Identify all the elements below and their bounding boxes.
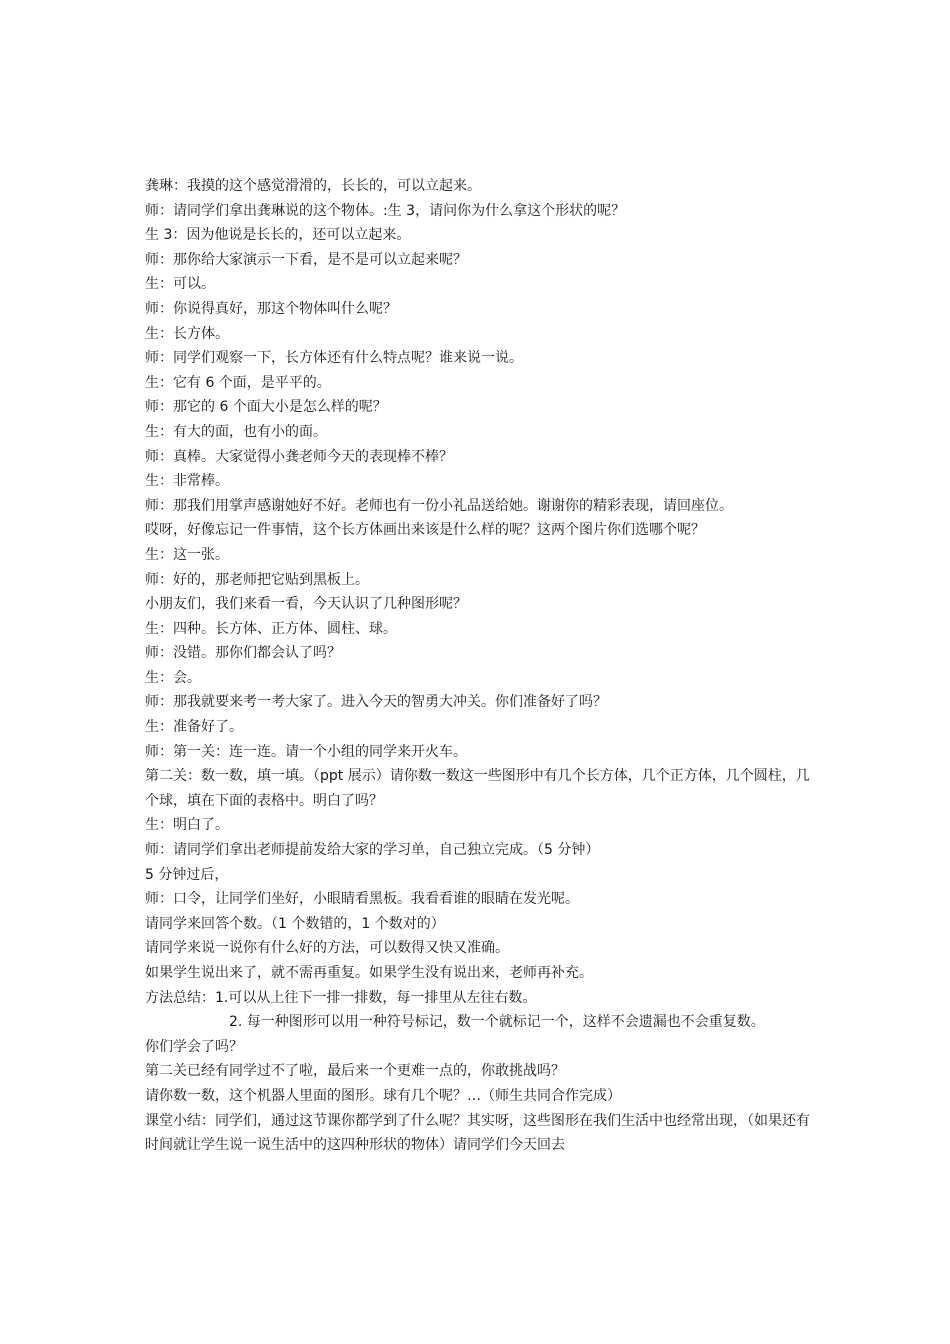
dialogue-line: 生：有大的面，也有小的面。 — [145, 423, 327, 440]
dialogue-line: 生：准备好了。 — [145, 719, 243, 736]
dialogue-line: 师：请同学们拿出龚琳说的这个物体。:生 3，请问你为什么拿这个形状的呢？ — [145, 202, 626, 219]
dialogue-line: 师：同学们观察一下，长方体还有什么特点呢？谁来说一说。 — [145, 350, 523, 367]
dialogue-line: 师：那你给大家演示一下看，是不是可以立起来呢？ — [145, 251, 467, 268]
dialogue-line: 师：没错。那你们都会认了吗？ — [145, 645, 341, 662]
dialogue-line: 哎呀，好像忘记一件事情，这个长方体画出来该是什么样的呢？这两个图片你们选哪个呢？ — [145, 522, 705, 539]
dialogue-line: 师：那我们用掌声感谢她好不好。老师也有一份小礼品送给她。谢谢你的精彩表现，请回座位。 — [145, 497, 733, 514]
dialogue-line: 生：四种。长方体、正方体、圆柱、球。 — [145, 620, 397, 637]
dialogue-line: 生：它有 6 个面，是平平的。 — [145, 374, 331, 391]
document-body — [145, 174, 810, 1158]
method-summary-line: 方法总结：1.可以从上往下一排一排数，每一排里从左往右数。 — [145, 989, 537, 1006]
dialogue-line: 生：明白了。 — [145, 817, 229, 834]
dialogue-line: 师：那它的 6 个面大小是怎么样的呢？ — [145, 399, 387, 416]
method-item-2: 2. 每一种图形可以用一种符号标记，数一个就标记一个，这样不会遗漏也不会重复数。 — [229, 1014, 765, 1031]
dialogue-line: 请同学来说一说你有什么好的方法，可以数得又快又准确。 — [145, 940, 509, 957]
dialogue-line: 师：请同学们拿出老师提前发给大家的学习单，自己独立完成。（5 分钟） — [145, 842, 600, 859]
dialogue-line: 师：你说得真好，那这个物体叫什么呢？ — [145, 300, 397, 317]
dialogue-line: 师：那我就要来考一考大家了。进入今天的智勇大冲关。你们准备好了吗？ — [145, 694, 607, 711]
dialogue-line: 生：非常棒。 — [145, 473, 229, 490]
dialogue-line: 生 3：因为他说是长长的，还可以立起来。 — [145, 227, 411, 244]
dialogue-line: 师：好的，那老师把它贴到黑板上。 — [145, 571, 369, 588]
dialogue-line: 生：这一张。 — [145, 546, 229, 563]
closing-line: 你们学会了吗？ — [145, 1038, 243, 1055]
dialogue-line: 龚琳：我摸的这个感觉滑滑的，长长的，可以立起来。 — [145, 178, 481, 194]
closing-line: 第二关已经有同学过不了啦，最后来一个更难一点的，你敢挑战吗？ — [145, 1063, 565, 1080]
dialogue-line: 师：第一关：连一连。请一个小组的同学来开火车。 — [145, 743, 467, 760]
dialogue-line: 师：口令，让同学们坐好，小眼睛看黑板。我看看谁的眼睛在发光呢。 — [145, 891, 579, 908]
dialogue-line: 请同学来回答个数。（1 个数错的，1 个数对的） — [145, 915, 445, 932]
dialogue-line: 第二关：数一数，填一填。（ppt 展示）请你数一数这一些图形中有几个长方体，几个正方体，几个圆柱，几个球，填在下面的表格中。明白了吗？ — [145, 768, 810, 809]
class-summary-line: 课堂小结：同学们，通过这节课你都学到了什么呢？其实呀，这些图形在我们生活中也经常出现，（如果还有时间就让学生说一说生活中的这四种形状的物体）请同学们今天回去 — [145, 1112, 810, 1154]
dialogue-line: 如果学生说出来了，就不需再重复。如果学生没有说出来，老师再补充。 — [145, 965, 593, 981]
dialogue-line: 师：真棒。大家觉得小龚老师今天的表现棒不棒？ — [145, 448, 453, 465]
closing-line: 请你数一数，这个机器人里面的图形。球有几个呢？…（师生共同合作完成） — [145, 1087, 621, 1104]
dialogue-line: 小朋友们，我们来看一看，今天认识了几种图形呢？ — [145, 596, 467, 613]
dialogue-line: 5 分钟过后， — [145, 866, 229, 883]
dialogue-line: 生：长方体。 — [145, 325, 229, 342]
dialogue-line: 生：会。 — [145, 669, 201, 686]
dialogue-line: 生：可以。 — [145, 276, 215, 293]
